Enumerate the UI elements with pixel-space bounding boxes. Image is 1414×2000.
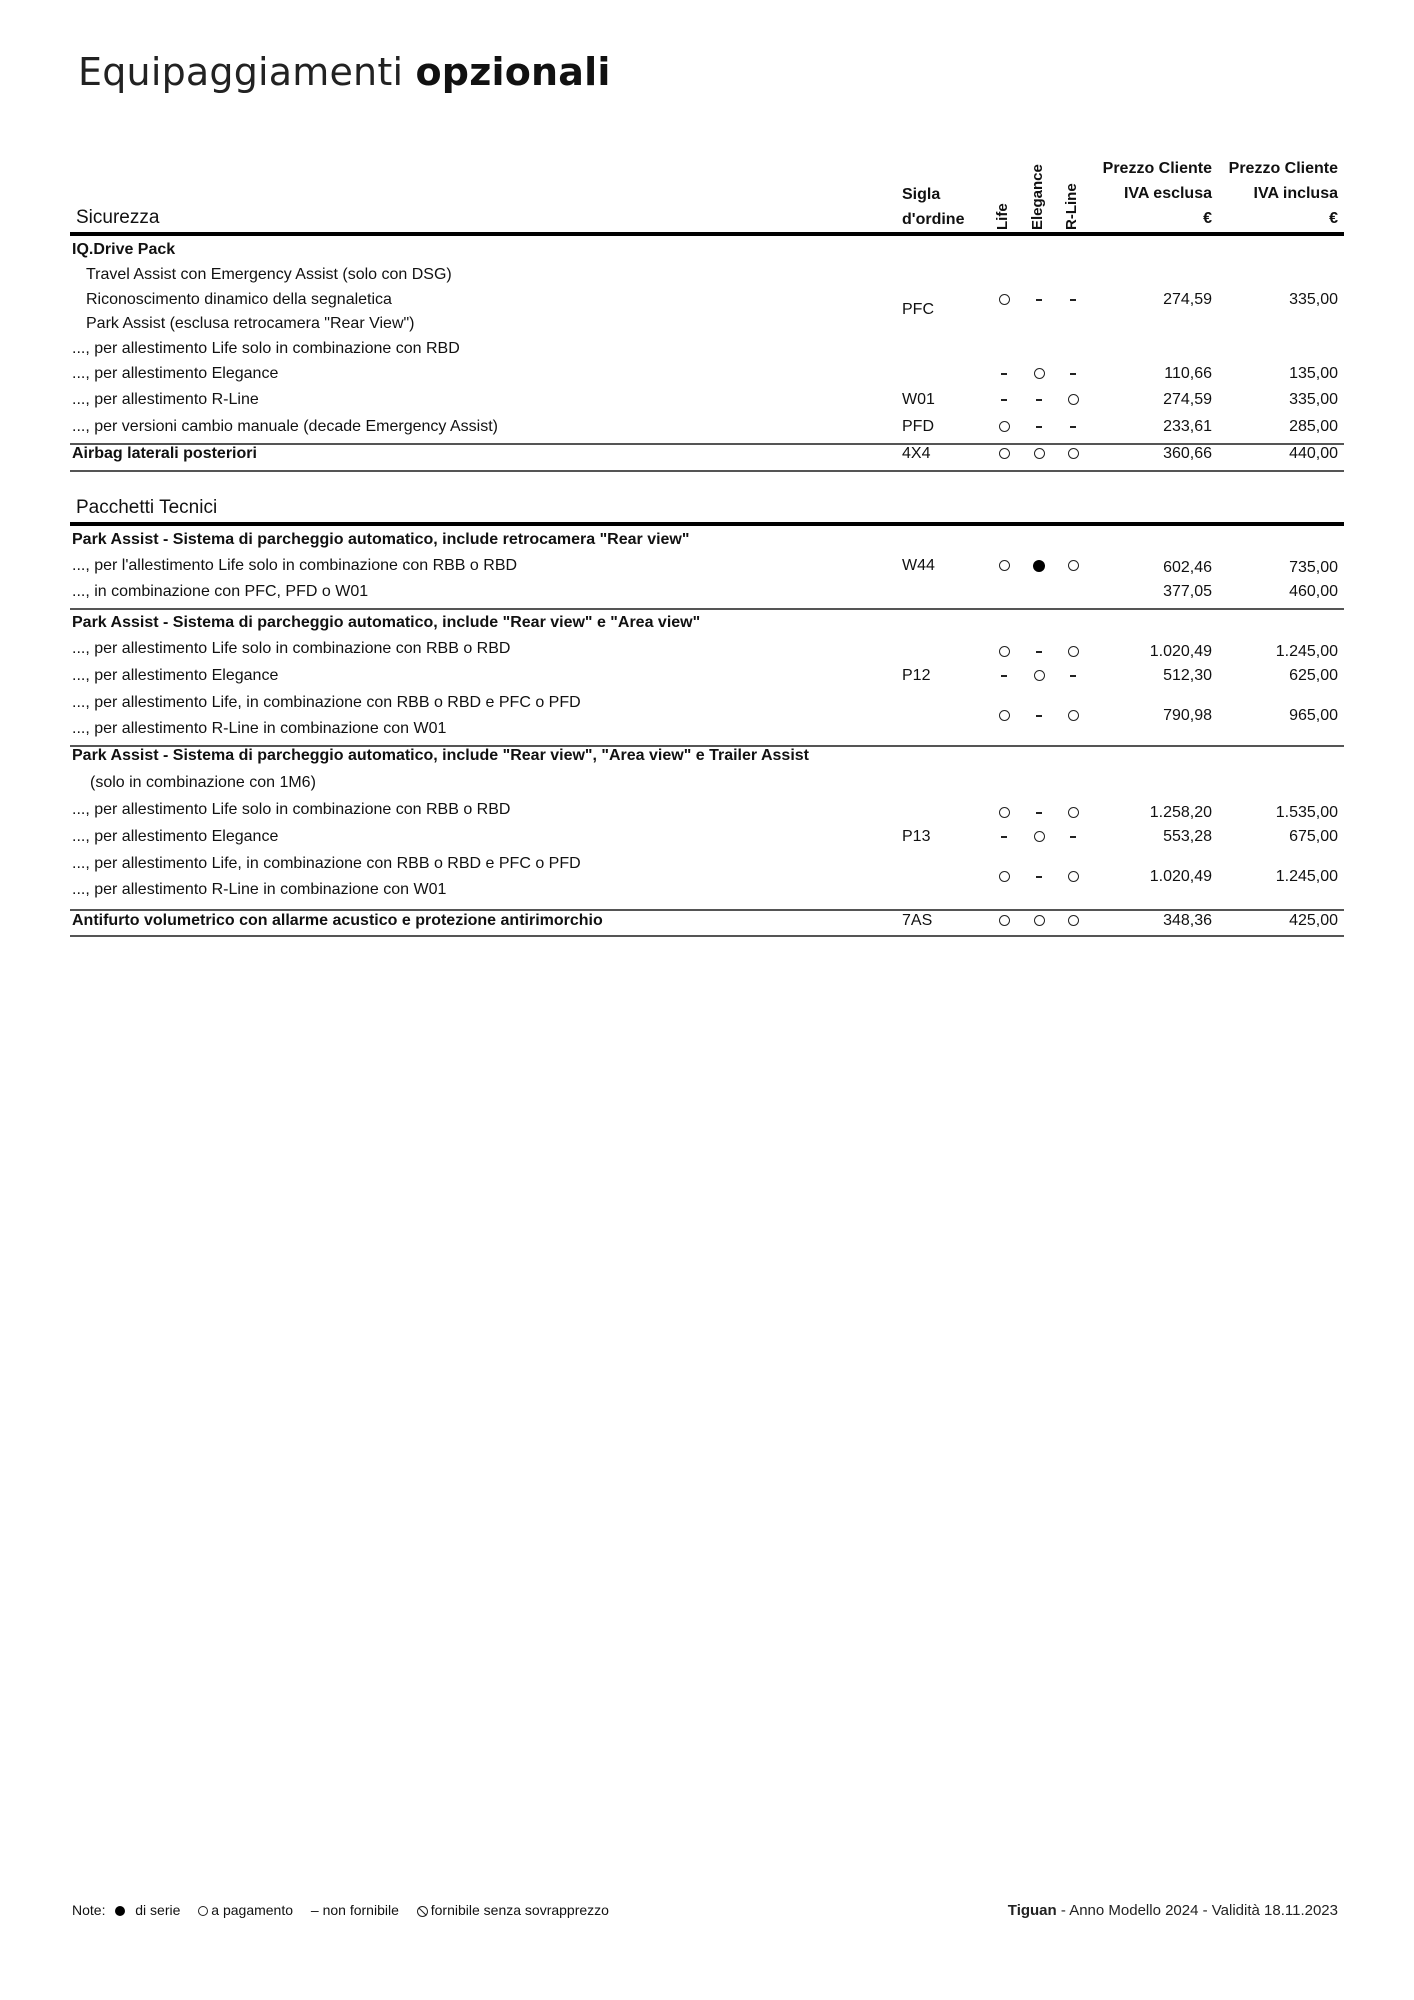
- row-divider: [70, 935, 1344, 937]
- price-incl-vat: 735,00: [1289, 559, 1338, 576]
- row-description: IQ.Drive Pack: [72, 241, 176, 258]
- table-row: [0, 824, 1414, 850]
- page-title: [78, 50, 611, 94]
- trim-life-availability: [994, 864, 1014, 890]
- rline-paid-circle-icon: [1068, 710, 1079, 721]
- row-description: Travel Assist con Emergency Assist (solo con DSG): [86, 266, 452, 283]
- footer-model-details: - Anno Modello 2024 - Validità 18.11.2023: [1056, 1902, 1338, 1919]
- price-incl-vat: 675,00: [1289, 828, 1338, 845]
- order-code: PFD: [902, 418, 934, 435]
- order-code: W44: [902, 557, 935, 574]
- table-row: [0, 610, 1414, 636]
- section-title-pacchetti: Pacchetti Tecnici: [76, 497, 218, 518]
- rline-paid-circle-icon: [1068, 394, 1079, 405]
- price-incl-vat: 335,00: [1289, 391, 1338, 408]
- trim-life-availability: [994, 639, 1014, 665]
- table-row: [0, 636, 1414, 662]
- elegance-paid-circle-icon: [1034, 670, 1045, 681]
- row-description: ..., per allestimento R-Line in combinazione con W01: [72, 881, 447, 898]
- row-description: ..., in combinazione con PFC, PFD o W01: [72, 583, 369, 600]
- legend-free: fornibile senza sovrapprezzo: [430, 1902, 609, 1918]
- footer-model-info: [1008, 1902, 1338, 1919]
- row-divider: [70, 608, 1344, 610]
- life-paid-circle-icon: [999, 710, 1010, 721]
- row-description: Antifurto volumetrico con allarme acustico e protezione antirimorchio: [72, 912, 603, 929]
- row-description: Park Assist - Sistema di parcheggio automatico, include "Rear view", "Area view" e Trailer Assist: [72, 747, 809, 764]
- price-excl-vat: 790,98: [1163, 707, 1212, 724]
- price-excl-vat: 377,05: [1163, 583, 1212, 600]
- header-trim-rline: R-Line: [1063, 183, 1080, 230]
- rline-paid-circle-icon: [1068, 807, 1079, 818]
- rline-unavailable-dash-icon: [1070, 836, 1076, 838]
- trim-elegance-availability: [1029, 361, 1049, 387]
- rline-unavailable-dash-icon: [1070, 426, 1076, 428]
- order-code: 7AS: [902, 912, 933, 929]
- trim-rline-availability: [1063, 800, 1083, 826]
- header-price-excl-line2: IVA esclusa: [1123, 185, 1212, 202]
- header-price-incl-line3: €: [1329, 210, 1338, 227]
- free-no-charge-icon: [417, 1906, 428, 1917]
- table-row: [0, 336, 1414, 362]
- life-paid-circle-icon: [999, 294, 1010, 305]
- header-price-excl: [1103, 156, 1212, 231]
- table-row: [0, 287, 1414, 313]
- price-incl-vat: 1.245,00: [1275, 643, 1338, 660]
- header-trim-life: Life: [994, 203, 1011, 230]
- rline-paid-circle-icon: [1068, 915, 1079, 926]
- trim-life-availability: [994, 800, 1014, 826]
- row-description: ..., per allestimento Life solo in combinazione con RBB o RBD: [72, 640, 511, 657]
- elegance-unavailable-dash-icon: [1036, 876, 1042, 878]
- trim-rline-availability: [1063, 864, 1083, 890]
- header-price-excl-line1: Prezzo Cliente: [1102, 160, 1212, 177]
- legend-standard: di serie: [135, 1902, 181, 1918]
- header-price-excl-line3: €: [1203, 210, 1212, 227]
- elegance-standard-dot-icon: [1033, 560, 1045, 572]
- trim-rline-availability: [1063, 908, 1083, 934]
- life-unavailable-dash-icon: [1001, 399, 1007, 401]
- table-row: [0, 262, 1414, 288]
- life-unavailable-dash-icon: [1001, 836, 1007, 838]
- table-row: [0, 414, 1414, 440]
- legend-unavailable: – non fornibile: [310, 1902, 399, 1918]
- table-row: [0, 663, 1414, 689]
- row-description: ..., per allestimento Life, in combinazione con RBB o RBD e PFC o PFD: [72, 694, 581, 711]
- price-incl-vat: 625,00: [1289, 667, 1338, 684]
- table-row: [0, 237, 1414, 263]
- row-description: ..., per allestimento Life, in combinazione con RBB o RBD e PFC o PFD: [72, 855, 581, 872]
- elegance-unavailable-dash-icon: [1036, 651, 1042, 653]
- elegance-unavailable-dash-icon: [1036, 715, 1042, 717]
- trim-elegance-availability: [1029, 800, 1049, 826]
- rline-paid-circle-icon: [1068, 871, 1079, 882]
- order-code: P13: [902, 828, 931, 845]
- life-paid-circle-icon: [999, 560, 1010, 571]
- price-incl-vat: 135,00: [1289, 365, 1338, 382]
- trim-elegance-availability: [1029, 553, 1049, 579]
- trim-elegance-availability: [1029, 703, 1049, 729]
- table-row: [0, 361, 1414, 387]
- trim-elegance-availability: [1029, 287, 1049, 313]
- order-code: W01: [902, 391, 935, 408]
- price-excl-vat: 1.258,20: [1149, 804, 1212, 821]
- life-unavailable-dash-icon: [1001, 675, 1007, 677]
- row-description: ..., per allestimento Life solo in combinazione con RBB o RBD: [72, 801, 511, 818]
- order-code: P12: [902, 667, 931, 684]
- trim-rline-availability: [1063, 663, 1083, 689]
- table-row: [0, 908, 1414, 934]
- price-incl-vat: 1.245,00: [1275, 868, 1338, 885]
- trim-elegance-availability: [1029, 639, 1049, 665]
- header-code: [902, 182, 964, 232]
- life-paid-circle-icon: [999, 871, 1010, 882]
- row-description: Park Assist - Sistema di parcheggio automatico, include retrocamera "Rear view": [72, 531, 690, 548]
- price-excl-vat: 348,36: [1163, 912, 1212, 929]
- price-excl-vat: 602,46: [1163, 559, 1212, 576]
- rline-paid-circle-icon: [1068, 448, 1079, 459]
- price-incl-vat: 460,00: [1289, 583, 1338, 600]
- header-trim-elegance: Elegance: [1029, 164, 1046, 230]
- price-incl-vat: 965,00: [1289, 707, 1338, 724]
- elegance-unavailable-dash-icon: [1036, 426, 1042, 428]
- table-row: [0, 797, 1414, 823]
- header-price-incl-line1: Prezzo Cliente: [1228, 160, 1338, 177]
- row-description: Riconoscimento dinamico della segnaletica: [86, 291, 392, 308]
- row-description: ..., per allestimento Life solo in combinazione con RBD: [72, 340, 460, 357]
- trim-life-availability: [994, 287, 1014, 313]
- order-code: PFC: [902, 301, 934, 318]
- life-paid-circle-icon: [999, 915, 1010, 926]
- legend-note-label: Note:: [72, 1902, 106, 1918]
- page-title-bold: opzionali: [415, 50, 611, 94]
- trim-rline-availability: [1063, 414, 1083, 440]
- price-incl-vat: 440,00: [1289, 445, 1338, 462]
- rline-unavailable-dash-icon: [1070, 373, 1076, 375]
- row-description: ..., per l'allestimento Life solo in combinazione con RBB o RBD: [72, 557, 518, 574]
- header-price-incl: [1229, 156, 1338, 231]
- elegance-paid-circle-icon: [1034, 448, 1045, 459]
- row-description: Park Assist (esclusa retrocamera "Rear View"): [86, 315, 415, 332]
- row-divider: [70, 443, 1344, 445]
- price-incl-vat: 285,00: [1289, 418, 1338, 435]
- life-paid-circle-icon: [999, 421, 1010, 432]
- price-excl-vat: 360,66: [1163, 445, 1212, 462]
- table-row: [0, 527, 1414, 553]
- elegance-paid-circle-icon: [1034, 915, 1045, 926]
- elegance-paid-circle-icon: [1034, 368, 1045, 379]
- row-divider: [70, 909, 1344, 911]
- price-excl-vat: 512,30: [1163, 667, 1212, 684]
- trim-life-availability: [994, 703, 1014, 729]
- life-paid-circle-icon: [999, 646, 1010, 657]
- table-row: [0, 868, 1414, 903]
- header-code-line2: d'ordine: [902, 211, 965, 228]
- table-row: [0, 553, 1414, 579]
- section-title-sicurezza: Sicurezza: [76, 207, 160, 228]
- trim-elegance-availability: [1029, 663, 1049, 689]
- row-description: ..., per allestimento R-Line: [72, 391, 259, 408]
- price-excl-vat: 110,66: [1164, 365, 1212, 382]
- trim-life-availability: [994, 414, 1014, 440]
- life-unavailable-dash-icon: [1001, 373, 1007, 375]
- paid-circle-icon: [198, 1906, 208, 1916]
- price-excl-vat: 233,61: [1163, 418, 1212, 435]
- price-incl-vat: 335,00: [1289, 291, 1338, 308]
- trim-elegance-availability: [1029, 864, 1049, 890]
- rline-unavailable-dash-icon: [1070, 675, 1076, 677]
- row-description: ..., per allestimento Elegance: [72, 828, 279, 845]
- trim-life-availability: [994, 824, 1014, 850]
- rline-unavailable-dash-icon: [1070, 299, 1076, 301]
- standard-dot-icon: [115, 1906, 125, 1916]
- life-paid-circle-icon: [999, 807, 1010, 818]
- price-excl-vat: 553,28: [1163, 828, 1212, 845]
- trim-elegance-availability: [1029, 387, 1049, 413]
- trim-rline-availability: [1063, 361, 1083, 387]
- trim-life-availability: [994, 387, 1014, 413]
- elegance-unavailable-dash-icon: [1036, 812, 1042, 814]
- section-divider: [70, 232, 1344, 236]
- row-description: ..., per versioni cambio manuale (decade Emergency Assist): [72, 418, 498, 435]
- row-description: Park Assist - Sistema di parcheggio automatico, include "Rear view" e "Area view": [72, 614, 701, 631]
- table-row: [0, 301, 1414, 337]
- life-paid-circle-icon: [999, 448, 1010, 459]
- order-code: 4X4: [902, 445, 931, 462]
- trim-life-availability: [994, 361, 1014, 387]
- row-description: ..., per allestimento R-Line in combinazione con W01: [72, 720, 447, 737]
- trim-rline-availability: [1063, 703, 1083, 729]
- row-description: ..., per allestimento Elegance: [72, 667, 279, 684]
- table-row: [0, 770, 1414, 796]
- trim-elegance-availability: [1029, 824, 1049, 850]
- trim-life-availability: [994, 908, 1014, 934]
- row-description: (solo in combinazione con 1M6): [90, 774, 316, 791]
- rline-paid-circle-icon: [1068, 560, 1079, 571]
- section-divider: [70, 522, 1344, 526]
- header-code-line1: Sigla: [902, 186, 941, 203]
- row-divider: [70, 470, 1344, 472]
- price-excl-vat: 274,59: [1163, 291, 1212, 308]
- table-row: [0, 707, 1414, 742]
- trim-rline-availability: [1063, 639, 1083, 665]
- elegance-unavailable-dash-icon: [1036, 299, 1042, 301]
- price-excl-vat: 274,59: [1163, 391, 1212, 408]
- table-row: [0, 387, 1414, 413]
- trim-life-availability: [994, 553, 1014, 579]
- row-description: Airbag laterali posteriori: [72, 445, 257, 462]
- elegance-paid-circle-icon: [1034, 831, 1045, 842]
- elegance-unavailable-dash-icon: [1036, 399, 1042, 401]
- trim-rline-availability: [1063, 553, 1083, 579]
- header-price-incl-line2: IVA inclusa: [1253, 185, 1338, 202]
- trim-rline-availability: [1063, 287, 1083, 313]
- row-divider: [70, 745, 1344, 747]
- trim-rline-availability: [1063, 824, 1083, 850]
- legend-paid: a pagamento: [211, 1902, 294, 1918]
- row-description: ..., per allestimento Elegance: [72, 365, 279, 382]
- table-row: [0, 579, 1414, 605]
- trim-elegance-availability: [1029, 414, 1049, 440]
- trim-elegance-availability: [1029, 908, 1049, 934]
- trim-rline-availability: [1063, 387, 1083, 413]
- page-title-light: Equipaggiamenti: [78, 50, 404, 94]
- price-excl-vat: 1.020,49: [1149, 868, 1212, 885]
- trim-life-availability: [994, 663, 1014, 689]
- footer-model: Tiguan: [1007, 1902, 1057, 1919]
- price-incl-vat: 1.535,00: [1275, 804, 1338, 821]
- price-incl-vat: 425,00: [1289, 912, 1338, 929]
- legend: [72, 1902, 615, 1918]
- rline-paid-circle-icon: [1068, 646, 1079, 657]
- price-excl-vat: 1.020,49: [1149, 643, 1212, 660]
